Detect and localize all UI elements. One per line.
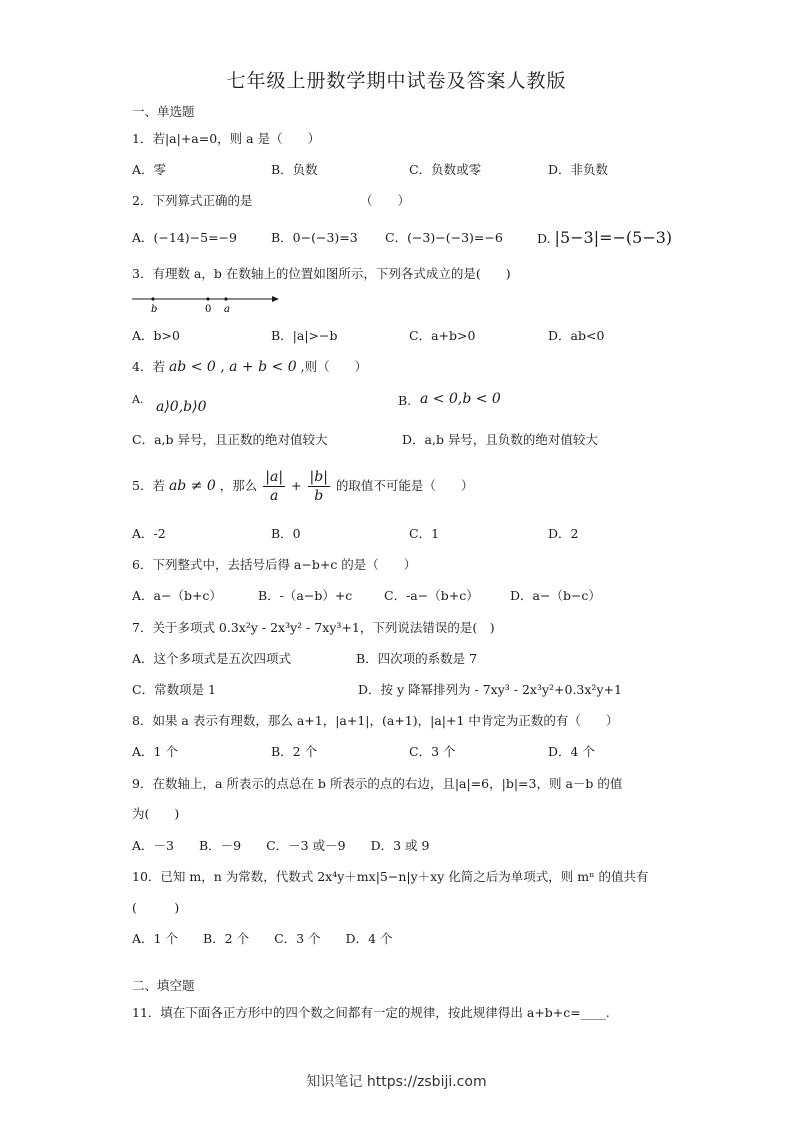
q5-stem-suffix: 的取值不可能是（ ） (335, 478, 474, 493)
section-heading-single-choice: 一、单选题 (132, 104, 195, 119)
label-b: b (151, 304, 158, 315)
q4-option-d: D．a,b 异号，且负数的绝对值较大 (402, 432, 598, 447)
q1-option-a: A．零 (132, 162, 167, 177)
q5-fraction-a (263, 468, 285, 505)
number-line-arrow (272, 296, 279, 302)
point-a-mark (224, 297, 227, 300)
q2-option-c: C．(−3)−(−3)=−6 (385, 230, 503, 245)
q5-plus-sign: + (291, 478, 302, 493)
question-9-stem-line-1: 9．在数轴上，a 所表示的点总在 b 所表示的点的右边，且|a|=6，|b|=3，则 a－b 的值 (132, 776, 623, 791)
question-5-stem (132, 467, 473, 505)
q5-fraction-b (308, 468, 330, 505)
q4-option-a-label: A. (132, 393, 144, 406)
q1-option-d: D．非负数 (548, 162, 609, 177)
q2-option-a: A．(−14)−5=−9 (132, 230, 237, 245)
question-7-stem: 7．关于多项式 0.3x²y - 2x³y² - 7xy³+1，下列说法错误的是( ) (132, 620, 495, 635)
q2-option-d-label: D. (537, 231, 551, 246)
q6-option-a: A．a−（b+c） (132, 588, 222, 603)
q5-stem-prefix: 5．若 (132, 478, 165, 493)
q3-option-b: B．|a|>−b (271, 328, 338, 343)
q5-fraction-b-numerator: |b| (309, 469, 328, 485)
label-zero: 0 (205, 304, 212, 315)
q5-option-c: C．1 (409, 526, 440, 541)
q5-option-b: B．0 (271, 526, 301, 541)
q4-option-a-formula: a⟩0,b⟩0 (156, 399, 207, 415)
q7-option-d: D．按 y 降幂排列为 - 7xy³ - 2x³y²+0.3x²y+1 (358, 682, 622, 697)
q4-stem-prefix: 4．若 (132, 359, 165, 374)
q5-condition: ab ≠ 0 (168, 478, 216, 494)
label-a: a (224, 304, 230, 315)
question-2-stem: 2．下列算式正确的是 (132, 193, 253, 208)
question-11-stem: 11．填在下面各正方形中的四个数之间都有一定的规律，按此规律得出 a+b+c=____. (132, 1005, 610, 1020)
q8-option-c: C．3 个 (409, 744, 456, 759)
section-heading-fill-in: 二、填空题 (132, 978, 195, 993)
number-line-figure (132, 292, 282, 322)
question-8-stem: 8．如果 a 表示有理数，那么 a+1，|a+1|，(a+1)，|a|+1 中肯定为正数的有（ ） (132, 713, 619, 728)
q4-option-b-label: B. (398, 393, 412, 408)
q4-stem-suffix: ,则（ ） (300, 359, 368, 374)
q2-option-d-formula: |5−3|=−(5−3) (554, 228, 673, 247)
q2-option-d (537, 230, 672, 247)
q7-option-b: B．四次项的系数是 7 (356, 651, 478, 666)
q3-option-c: C．a+b>0 (409, 328, 476, 343)
question-4-stem (132, 359, 367, 375)
q5-fraction-a-numerator: |a| (265, 469, 284, 485)
question-2-paren: （ ） (360, 193, 411, 208)
question-6-stem: 6．下列整式中，去括号后得 a−b+c 的是（ ） (132, 557, 417, 572)
question-1-stem: 1．若|a|+a=0，则 a 是（ ） (132, 131, 321, 146)
q2-option-b: B．0−(−3)=3 (271, 230, 358, 245)
question-3-stem: 3．有理数 a，b 在数轴上的位置如图所示，下列各式成立的是( ) (132, 266, 511, 281)
point-zero-mark (206, 297, 209, 300)
q5-option-d: D．2 (548, 526, 579, 541)
q8-option-d: D．4 个 (548, 744, 595, 759)
q7-option-a: A．这个多项式是五次四项式 (132, 651, 292, 666)
question-10-stem-line-1: 10．已知 m，n 为常数，代数式 2x⁴y＋mx|5−n|y＋xy 化简之后为单项式，则 mⁿ 的值共有 (132, 869, 649, 884)
q10-options: A．1 个 B．2 个 C．3 个 D．4 个 (132, 931, 393, 946)
q4-option-b-formula: a < 0,b < 0 (420, 391, 501, 407)
point-b-mark (151, 297, 154, 300)
q4-option-c: C．a,b 异号，且正数的绝对值较大 (132, 432, 328, 447)
q4-condition: ab < 0 , a + b < 0 (168, 359, 297, 375)
q7-option-c: C．常数项是 1 (132, 682, 216, 697)
question-9-stem-line-2: 为( ) (132, 806, 180, 821)
q3-option-a: A．b>0 (132, 328, 180, 343)
q1-option-c: C．负数或零 (409, 162, 482, 177)
q3-option-d: D．ab<0 (548, 328, 605, 343)
q6-option-d: D．a−（b−c） (510, 588, 601, 603)
question-10-stem-line-2: ( ) (132, 900, 180, 915)
q5-fraction-a-denominator: a (269, 488, 279, 504)
q8-option-b: B．2 个 (271, 744, 318, 759)
q6-option-b: B．-（a−b）+c (258, 588, 353, 603)
q9-options: A．－3 B．－9 C．－3 或－9 D．3 或 9 (132, 838, 430, 853)
q5-fraction-b-denominator: b (314, 488, 324, 504)
q5-option-a: A．-2 (132, 526, 166, 541)
q1-option-b: B．负数 (271, 162, 318, 177)
footer-watermark[interactable]: 知识笔记 https://zsbiji.com (306, 1074, 487, 1090)
q8-option-a: A．1 个 (132, 744, 178, 759)
q6-option-c: C．-a−（b+c） (384, 588, 479, 603)
q5-stem-mid: ，那么 (219, 478, 258, 493)
page-title: 七年级上册数学期中试卷及答案人教版 (226, 70, 567, 92)
